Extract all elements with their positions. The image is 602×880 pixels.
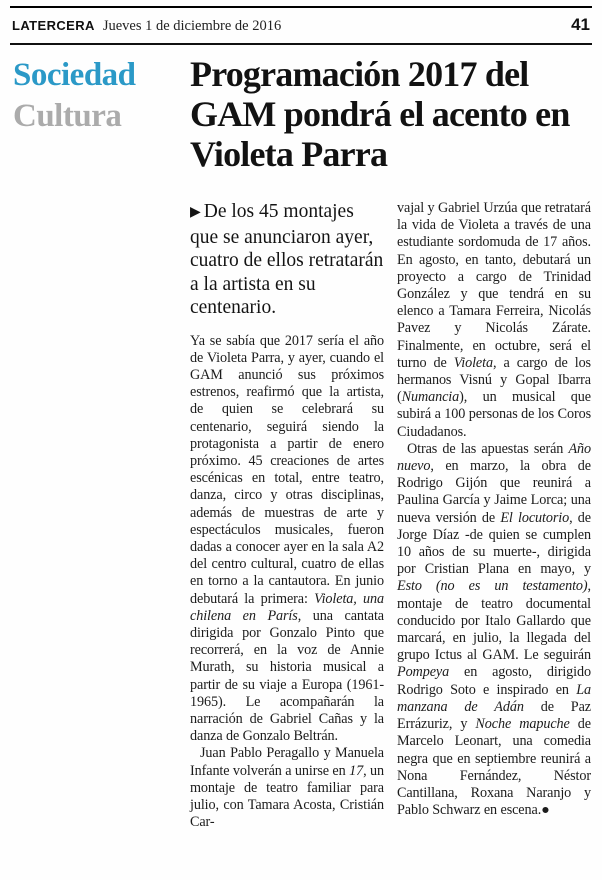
- page-number: 41: [571, 15, 590, 34]
- article: [190, 54, 591, 831]
- article-paragraph: vajal y Gabriel Urzúa que retratará la vida de Violeta a través de una estudiante sordomuda de 17 años. En agosto, en tanto, debutará un proyecto a cargo de Trinidad González y que tendrá en su elenco a Tamara Ferreira, Nicolás Pavez y Nicolás Zárate. Finalmente, en octubre, será el turno de Violeta, a cargo de los hermanos Visnú y Gopal Ibarra (Numancia), un musical que subirá a 100 personas de los Coros Ciudadanos.: [397, 200, 591, 440]
- issue-date: Jueves 1 de diciembre de 2016: [102, 18, 282, 34]
- body-text-column-2: [397, 200, 591, 819]
- lede-text: De los 45 montajes que se anunciaron ayer, cuatro de ellos retratarán a la artista en su centenario.: [190, 201, 384, 318]
- body-text-column-1: [190, 333, 384, 832]
- masthead: [10, 6, 592, 45]
- article-paragraph: Ya se sabía que 2017 sería el año de Violeta Parra, y ayer, cuando el GAM anunció sus próximos estrenos, reafirmó que la artista, de quien se celebrará su centenario, seguirá siendo la protagonista a partir de enero próximo. 45 creaciones de artes escénicas en total, entre teatro, danza, circo y otras disciplinas, además de muestras de arte y espectáculos musicales, fueron dadas a conocer ayer en la sala A2 del centro cultural, cuatro de ellas en torno a la cantautora. En junio debutará la primera: Violeta, una chilena en París, una cantata dirigida por Gonzalo Pinto que recorrerá, en la voz de Annie Murath, su historia musical a partir de su viaje a Europa (1961-1965). Le acompañarán la narración de Gabriel Cañas y la danza de Gonzalo Beltrán.: [190, 332, 384, 745]
- section-primary: Sociedad: [13, 57, 136, 93]
- article-columns: [190, 200, 591, 831]
- article-headline: Programación 2017 del GAM pondrá el acento en Violeta Parra: [190, 54, 570, 174]
- article-paragraph: Otras de las apuestas serán Año nuevo, en marzo, la obra de Rodrigo Gijón que reunirá a Paulina García y Jaime Lorca; una nueva versión de El locutorio, de Jorge Díaz -de quien se cumplen 10 años de su muerte-, dirigida por Cristian Plana en mayo, y Esto (no es un testamento), montaje de teatro documental conducido por Italo Gallardo que marcará, en julio, la llegada del grupo Ictus al GAM. Le seguirán Pompeya en agosto, dirigido Rodrigo Soto e inspirado en La manzana de Adán de Paz Errázuriz, y Noche mapuche de Marcelo Leonart, una comedia negra que en septiembre reunirá a Nona Fernández, Néstor Cantillana, Roxana Naranjo y Pablo Schwarz en escena.●: [397, 440, 591, 819]
- article-lede: [190, 200, 384, 320]
- article-column-2: [397, 200, 591, 831]
- brand-logo: LATERCERA: [12, 18, 95, 33]
- article-paragraph: Juan Pablo Peragallo y Manuela Infante volverán a unirse en 17, un montaje de teatro familiar para julio, con Tamara Acosta, Cristián Car-: [190, 745, 384, 831]
- section-secondary: Cultura: [13, 97, 122, 134]
- section-labels: [13, 56, 183, 136]
- article-column-1: [190, 200, 384, 831]
- lede-arrow-icon: ▶: [190, 205, 201, 220]
